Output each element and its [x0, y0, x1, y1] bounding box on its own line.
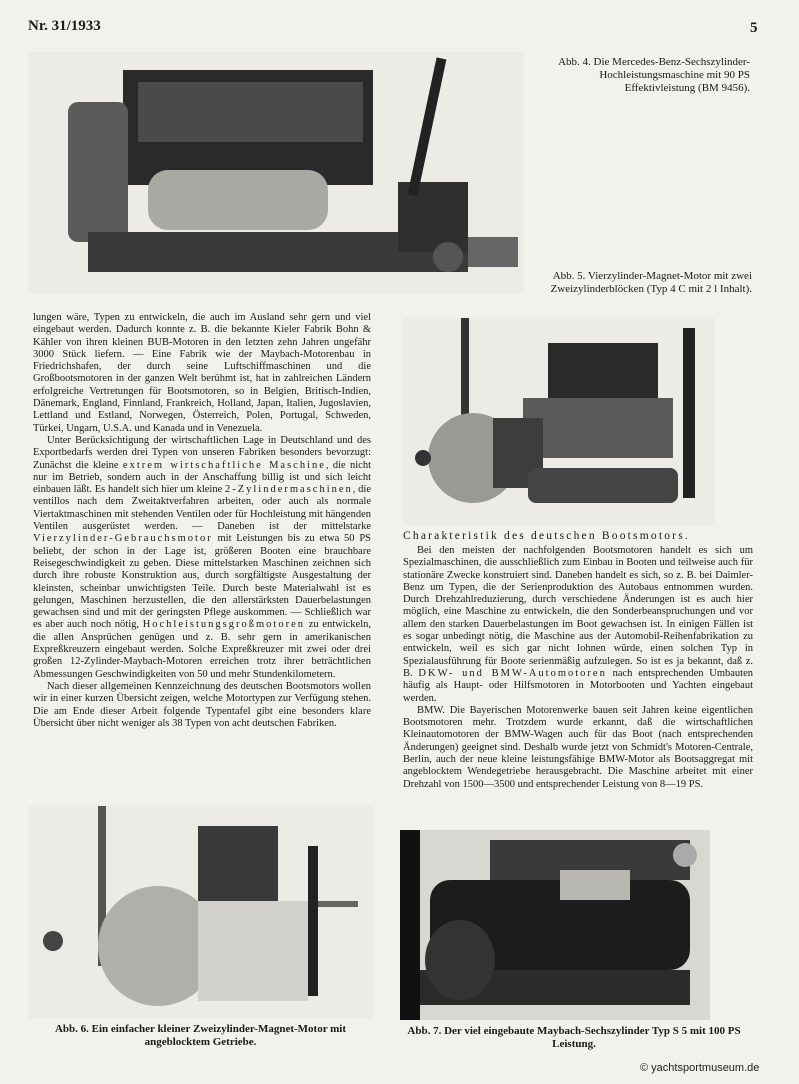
text-run: , die nicht nur im Betrieb, sondern auch in der Anschaffung billig ist und sich leicht einbauen läßt. Es handelt sich hier um kleine: [33, 459, 371, 496]
text-run: Die Bayerischen Motorenwerke bauen seit Jahren keine eigentlichen Bootsmotoren mehr. Trotzdem wurde erkannt, daß die wirtschaftlichen Kleinautomotoren der BMW-Wagen auch für das Boot (nach entsprechenden Änderungen) geeignet sind. Deshalb wurde jetzt von Schmidt's Motoren-Centrale, Berlin, auch der neue kleine leistungsfähige BMW-Motor als Bootsaggregat mit angeblocktem Wendegetriebe herausgebracht. Die Maschine arbeitet mit einer Drehzahl von 1500—3500 und entsprechender Leistung von 8—19 PS.: [403, 704, 753, 790]
paragraph-bmw: [403, 705, 753, 791]
figure-4-photo: [28, 52, 524, 294]
emphasis-economic-machine: extrem wirtschaftliche Maschine: [122, 459, 326, 471]
figure-7-caption: Abb. 7. Der viel eingebaute Maybach-Sechszylinder Typ S 5 mit 100 PS Leistung.: [407, 1025, 741, 1050]
paragraph-three-types: [33, 435, 371, 681]
emphasis-high-performance: Hochleistungsgroßmotoren: [142, 619, 306, 631]
emphasis-four-cylinder: Vierzylinder-Gebrauchsmotor: [33, 533, 213, 545]
issue-number: Nr. 31/1933: [28, 18, 101, 34]
text-run: zu entwickeln, die allen Ansprüchen genügen und z. B. sehr gern in amerikanischen Expreßkreuzern eingebaut werden. Solche Expreßkreuzer mit zwei oder drei großen 12-Zylinder-Maybach-Motoren erreichen trotz ihrer beträchtlichen Abmessungen Geschwindigkeiten von 50 und mehr Stundenkilometern.: [33, 619, 371, 680]
text-run: Bei den meisten der nachfolgenden Bootsmotoren handelt es sich um Spezialmaschinen, die ausschließlich zum Einbau in Booten und teilweise auch für stationäre Zwecke konstruiert sind. Daneben handelt es sich, so z. B. bei Daimler-Benz um Typen, die der Serienproduktion des Autobaus entnommen wurden. Durch Drehzahlreduzierung, durch verschiedene Änderungen ist es auch hier möglich, eine Maschine zu entwickeln, die den Sonderbeanspruchungen und vor allem den starken Dauerbelastungen im Boot gewachsen ist. In einigen Fällen ist es sogar unbedingt nötig, die Maschine aus der Automobil-Reihenfabrikation zu entwickeln, weil es sich gar nicht lohnen würde, einen solchen Typ in Spezialausführung für Boote serienmäßig aufzulegen. So ist es ja bekannt, daß z. B.: [403, 545, 753, 679]
emphasis-two-cylinder: 2-Zylindermaschinen: [224, 484, 353, 496]
figure-6-caption: Abb. 6. Ein einfacher kleiner Zweizylinder-Magnet-Motor mit angeblocktem Getriebe.: [54, 1023, 347, 1048]
text-run: Unter Berücksichtigung der wirtschaftlichen Lage in Deutschland und des Exportbedarfs werden drei Typen von unseren Fabriken besonders bevorzugt: Zunächst die kleine: [33, 434, 371, 471]
figure-7-photo: [400, 830, 710, 1020]
mercedes-engine-illustration: [28, 52, 524, 294]
paragraph-maybach-export: lungen wäre, Typen zu entwickeln, die auch im Ausland sehr gern und viel eingebaut werden. Dadurch konnte z. B. die bekannte Kieler Fabrik Bohn & Kähler von ihren kleinen BUB-Motoren in den letzten zehn Jahren ungefähr 3000 Stück liefern. — Eine Fabrik wie der Maybach-Motorenbau in Friedrichshafen, der durch seine Luftschiffmaschinen und die Großbootsmotoren in der ganzen Welt berühmt ist, hat in zahlreichen Ländern erfolgreiche Vertretungen für Bootsmotoren, so in Belgien, Britisch-Indien, Dänemark, England, Finnland, Frankreich, Holland, Japan, Italien, Jugoslavien, Lettland und Estland, Norwegen, Österreich, Polen, Portugal, Schweden, Türkei, Ungarn, U.S.A. und Kanada und in Venezuela.: [33, 312, 371, 434]
emphasis-dkw-bmw: DKW- und BMW-Automotoren: [418, 667, 607, 679]
figure-4-caption: Abb. 4. Die Mercedes-Benz-Sechszylinder-Hochleistungsmaschine mit 90 PS Effektivleistung (BM 9456).: [558, 56, 750, 94]
bmw-label: BMW.: [417, 704, 445, 716]
left-text-column: [33, 312, 371, 730]
page-number: 5: [750, 20, 758, 36]
figure-6-photo: [28, 806, 373, 1019]
right-text-column: [403, 545, 753, 791]
text-run: nach entsprechenden Umbauten häufig als Haupt- oder Hilfsmotoren in Motorbooten und Yachten eingebaut werden.: [403, 667, 753, 704]
text-run: mit Leistungen bis zu etwa 50 PS beliebt, der schon in der Lage ist, größeren Booten eine brauchbare Reisegeschwindigkeit zu geben. Diese mittelstarken Maschinen zeichnen sich durch ihre robuste Konstruktion aus, durch sorgfältigste Ausgestaltung der kleinsten, scheinbar unwichtigsten Teile. Durch beste Materialwahl ist es gelungen, Maschinen herzustellen, die den allerstärksten Dauerbelastungen gewachsen sind und mit der geringsten Pflege auskommen. — Schließlich war es aber auch noch nötig,: [33, 533, 371, 631]
paragraph-overview: Nach dieser allgemeinen Kennzeichnung des deutschen Bootsmotors wollen wir in einer kurzen Übersicht zeigen, welche Motortypen zur Verfügung stehen. Die am Ende dieser Arbeit folgende Typentafel gibt eine besonders klare Übersicht über nicht weniger als 38 Typen von acht deutschen Fabriken.: [33, 680, 371, 729]
figure-5-caption: Abb. 5. Vierzylinder-Magnet-Motor mit zwei Zweizylinderblöcken (Typ 4 C mit 2 l Inhalt).: [550, 270, 752, 295]
section-heading: Charakteristik des deutschen Bootsmotors.: [403, 530, 690, 542]
text-run: , die ventillos nach dem Zweitaktverfahren arbeiten, oder auch als normale Viertaktmaschinen mit stehenden Ventilen oder für Hochleistung mit hängenden Ventilen ausgerüstet werden. — Daneben ist der mittelstarke: [33, 484, 371, 533]
maybach-engine-illustration: [400, 830, 710, 1020]
figure-5-photo: [403, 318, 715, 526]
paragraph-special-machines: [403, 545, 753, 705]
watermark-credit: © yachtsportmuseum.de: [640, 1062, 760, 1074]
two-cylinder-engine-illustration: [28, 806, 373, 1019]
four-cylinder-engine-illustration: [403, 318, 715, 526]
